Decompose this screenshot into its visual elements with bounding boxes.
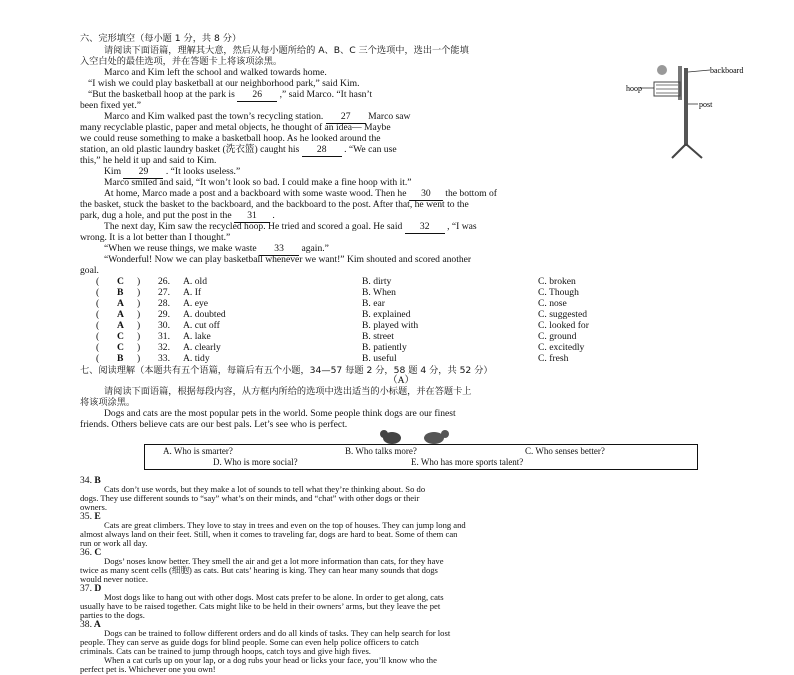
answer-number: 32. — [158, 342, 170, 353]
paragraph-line: Cats are great climbers. They love to stay in trees and even on the top of houses. They can jump long and — [104, 520, 466, 530]
answer-mark: A — [117, 320, 124, 331]
passage-line: At home, Marco made a post and a backboard with some waste wood. Then he 30 the bottom of — [104, 188, 497, 199]
option-b: B. useful — [362, 353, 397, 364]
answer-paren-open: ( — [96, 276, 100, 287]
answer-number: 31. — [158, 331, 170, 342]
passage-line: station, an old plastic laundry basket (洗衣篮) caught his 28 . “We can use — [80, 144, 397, 155]
section7-sub: （A） — [388, 375, 415, 386]
paragraph-line: usually have to be raised together. Cats might like to be held in their owners’ arms, but they leave the pet — [80, 601, 441, 611]
blank-33: 33 — [259, 244, 299, 256]
answer-paren-open: ( — [96, 353, 100, 364]
option-b: B. ear — [362, 298, 385, 309]
heading-option-d: D. Who is more social? — [213, 457, 298, 467]
passage-line: many recyclable plastic, paper and metal objects, he thought of an idea— Maybe — [80, 122, 391, 133]
answer-paren-close: ) — [137, 298, 141, 309]
passage-line: this,” he held it up and said to Kim. — [80, 155, 217, 166]
paragraph-number: 34. B — [80, 475, 101, 486]
answer-paren-close: ) — [137, 287, 141, 298]
dog-icon — [424, 432, 444, 444]
answer-number: 26. — [158, 276, 170, 287]
headings-box — [144, 444, 698, 470]
answer-number: 28. — [158, 298, 170, 309]
option-c: C. ground — [538, 331, 577, 342]
passage-line: “But the basketball hoop at the park is 26 ,” said Marco. “It hasn’t — [88, 89, 373, 100]
passage-line: Marco and Kim left the school and walked towards home. — [104, 67, 327, 78]
paragraph-line: run or work all day. — [80, 538, 148, 548]
option-a: A. eye — [183, 298, 209, 309]
post-shape — [684, 68, 688, 146]
answer-paren-open: ( — [96, 298, 100, 309]
answer-mark: A — [117, 298, 124, 309]
option-a: A. If — [183, 287, 202, 298]
option-b: B. explained — [362, 309, 411, 320]
answer-paren-close: ) — [137, 276, 141, 287]
heading-option-e: E. Who has more sports talent? — [411, 457, 524, 467]
intro-line: Dogs and cats are the most popular pets in the world. Some people think dogs are our finest — [104, 408, 456, 419]
answer-number: 30. — [158, 320, 170, 331]
answer-paren-close: ) — [137, 309, 141, 320]
option-c: C. nose — [538, 298, 567, 309]
answer-mark: B — [117, 353, 124, 364]
figure-label-backboard: backboard — [710, 66, 744, 75]
hoop-figure — [626, 58, 766, 162]
answer-paren-close: ) — [137, 331, 141, 342]
blank-31: 31 — [234, 211, 270, 223]
option-a: A. old — [183, 276, 207, 287]
option-c: C. suggested — [538, 309, 588, 320]
heading-option-a: A. Who is smarter? — [163, 446, 233, 456]
paragraph-line: dogs. They use different sounds to “say” what’s on their minds, and “chat” with other dogs or their — [80, 493, 420, 503]
answer-paren-open: ( — [96, 320, 100, 331]
paragraph-line: people. They can serve as guide dogs for blind people. Some can even help police officers to catch — [80, 637, 419, 647]
answer-number: 33. — [158, 353, 170, 364]
passage-line: been fixed yet.” — [80, 100, 141, 111]
paragraph-line: Dogs’ noses know better. They smell the air and get a lot more information than cats, for they have — [104, 556, 444, 566]
answer-mark: C — [117, 276, 124, 287]
answer-paren-close: ) — [137, 342, 141, 353]
answer-paren-open: ( — [96, 309, 100, 320]
passage-line: Marco and Kim walked past the town’s recycling station. 27 Marco saw — [104, 111, 411, 122]
answer-paren-open: ( — [96, 331, 100, 342]
heading-option-b: B. Who talks more? — [345, 446, 417, 456]
blank-27: 27 — [326, 112, 366, 124]
answer-number: 29. — [158, 309, 170, 320]
passage-line: Marco smiled and said, “It won’t look so bad. I could make a fine hoop with it.” — [104, 177, 412, 188]
option-b: B. dirty — [362, 276, 392, 287]
option-c: C. fresh — [538, 353, 569, 364]
passage-line: The next day, Kim saw the recycled hoop. He tried and scored a goal. He said 32 , “I was — [104, 221, 477, 232]
ball-icon — [657, 65, 667, 75]
option-c: C. looked for — [538, 320, 589, 331]
passage-line: we could reuse something to make a basketball hoop. As he looked around the — [80, 133, 381, 144]
option-b: B. played with — [362, 320, 419, 331]
passage-line: “I wish we could play basketball at our neighborhood park,” said Kim. — [88, 78, 360, 89]
paragraph-answer: D — [92, 583, 102, 594]
paragraph-line: parties to the dogs. — [80, 610, 145, 620]
paragraph-number: 38. A — [80, 619, 101, 630]
paragraph-line: would never notice. — [80, 574, 149, 584]
paragraph-line: Cats don’t use words, but they make a lot of sounds to tell what they’re thinking about. So do — [104, 484, 426, 494]
paragraph-line: perfect pet is. Whichever one you own! — [80, 664, 216, 674]
section6-title: 六、完形填空（每小题 1 分，共 8 分） — [80, 33, 242, 44]
paragraph-line: Most dogs like to hang out with other dogs. Most cats prefer to be alone. In order to get along, cats — [104, 592, 444, 602]
figure-label-post: post — [699, 100, 713, 109]
section6-instruction-2: 入空白处的最佳选项，并在答题卡上将该项涂黑。 — [80, 56, 283, 67]
option-c: C. excitedly — [538, 342, 585, 353]
blank-30: 30 — [409, 189, 443, 201]
passage-line: “When we reuse things, we make waste 33 again.” — [104, 243, 329, 254]
passage-line: park, dug a hole, and put the post in the 31 . — [80, 210, 275, 221]
section6-instruction-1: 请阅读下面语篇，理解其大意，然后从每小题所给的 A、B、C 三个选项中，选出一个能填 — [104, 45, 469, 56]
blank-29: 29 — [123, 167, 163, 179]
passage-line: Kim 29 . “It looks useless.” — [104, 166, 241, 177]
passage-line: wrong. It is a lot better than I thought.” — [80, 232, 231, 243]
option-b: B. street — [362, 331, 394, 342]
answer-paren-close: ) — [137, 320, 141, 331]
paragraph-number: 36. C — [80, 547, 102, 558]
section7-title: 七、阅读理解（本题共有五个语篇，每篇后有五个小题，34—57 每题 2 分，58 题 4 分，共 52 分） — [80, 365, 493, 376]
blank-26: 26 — [237, 90, 277, 102]
blank-32: 32 — [405, 222, 445, 234]
option-b: B. When — [362, 287, 396, 298]
answer-paren-close: ) — [137, 353, 141, 364]
figure-label-hoop: hoop — [626, 84, 642, 93]
option-a: A. doubted — [183, 309, 226, 320]
paragraph-number: 35. E — [80, 511, 101, 522]
option-a: A. lake — [183, 331, 211, 342]
passage-line: goal. — [80, 265, 99, 276]
option-a: A. clearly — [183, 342, 221, 353]
option-c: C. Though — [538, 287, 579, 298]
section7-instruction: 请阅读下面语篇，根据每段内容，从方框内所给的选项中选出适当的小标题，并在答题卡上 — [104, 386, 472, 397]
paragraph-line: Dogs can be trained to follow different orders and do all kinds of tasks. They can help search for lost — [104, 628, 451, 638]
option-c: C. broken — [538, 276, 576, 287]
paragraph-line: criminals. Cats can be trained to jump through hoops, catch toys and give high fives. — [80, 646, 371, 656]
blank-28: 28 — [302, 145, 342, 157]
option-b: B. patiently — [362, 342, 407, 353]
paragraph-line: owners. — [80, 502, 107, 512]
option-a: A. cut off — [183, 320, 220, 331]
option-a: A. tidy — [183, 353, 210, 364]
answer-mark: C — [117, 342, 124, 353]
passage-line: “Wonderful! Now we can play basketball whenever we want!” Kim shouted and scored another — [104, 254, 472, 265]
paragraph-answer: C — [92, 547, 102, 558]
answer-number: 27. — [158, 287, 170, 298]
answer-mark: C — [117, 331, 124, 342]
paragraph-line: twice as many scent cells (细胞) as cats. But cats’ hearing is king. They can hear many sounds that dogs — [80, 565, 438, 575]
paragraph-answer: A — [92, 619, 101, 630]
paragraph-answer: E — [92, 511, 101, 522]
heading-option-c: C. Who senses better? — [525, 446, 605, 456]
paragraph-answer: B — [92, 475, 101, 486]
section7-instruction-2: 将该项涂黑。 — [80, 397, 136, 408]
answer-mark: A — [117, 309, 124, 320]
passage-line: the basket, stuck the basket to the backboard, and the backboard to the post. After that, he went to the — [80, 199, 469, 210]
paragraph-line: almost always land on their feet. Still, when it comes to traveling far, dogs are hard to beat. Some of them can — [80, 529, 458, 539]
paragraph-number: 37. D — [80, 583, 102, 594]
intro-line: friends. Others believe cats are our best pals. Let’s see who is perfect. — [80, 419, 348, 430]
answer-paren-open: ( — [96, 287, 100, 298]
answer-mark: B — [117, 287, 124, 298]
answer-paren-open: ( — [96, 342, 100, 353]
paragraph-line: When a cat curls up on your lap, or a dog rubs your head or licks your face, you’ll know who the — [104, 655, 437, 665]
